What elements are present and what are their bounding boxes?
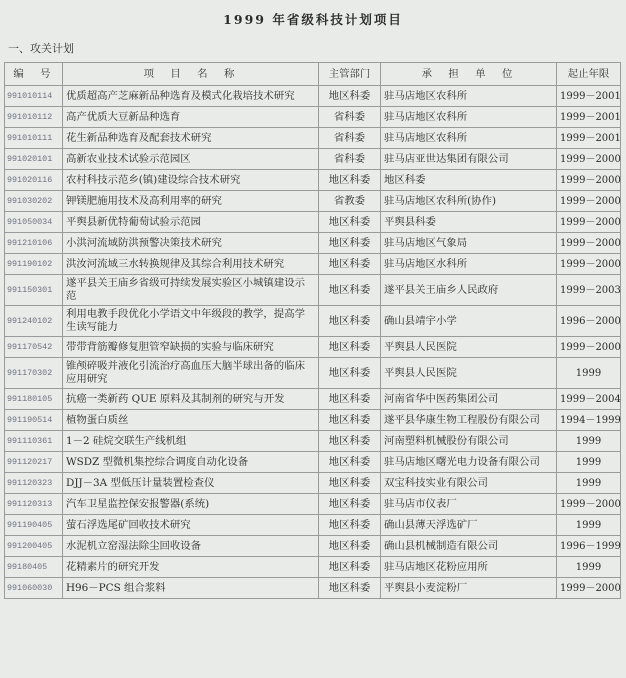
cell-years: 1999－2000	[557, 494, 621, 515]
cell-code: 991190102	[5, 254, 63, 275]
cell-dept: 省科委	[319, 128, 381, 149]
table-row	[5, 212, 621, 233]
cell-years: 1999	[557, 431, 621, 452]
cell-code: 99180405	[5, 557, 63, 578]
cell-code: 991060030	[5, 578, 63, 599]
cell-org: 驻马店地区水科所	[381, 254, 557, 275]
cell-years: 1999－2000	[557, 212, 621, 233]
cell-dept: 地区科委	[319, 275, 381, 306]
cell-code: 991030202	[5, 191, 63, 212]
column-header-org: 承 担 单 位	[381, 63, 557, 86]
cell-years: 1996－2000	[557, 306, 621, 337]
cell-years: 1999	[557, 473, 621, 494]
cell-project-name: 抗癌一类新药 QUE 原料及其制剂的研究与开发	[63, 389, 319, 410]
cell-dept: 地区科委	[319, 557, 381, 578]
cell-org: 驻马店亚世达集团有限公司	[381, 149, 557, 170]
cell-project-name: 农村科技示范乡(镇)建设综合技术研究	[63, 170, 319, 191]
cell-org: 遂平县关王庙乡人民政府	[381, 275, 557, 306]
cell-years: 1999－2000	[557, 254, 621, 275]
table-row	[5, 337, 621, 358]
cell-project-name: 优质超高产芝麻新品种选育及模式化栽培技术研究	[63, 86, 319, 107]
cell-dept: 地区科委	[319, 170, 381, 191]
cell-code: 991240102	[5, 306, 63, 337]
cell-project-name: 高产优质大豆新品种选育	[63, 107, 319, 128]
cell-dept: 地区科委	[319, 358, 381, 389]
cell-dept: 地区科委	[319, 389, 381, 410]
cell-project-name: 汽车卫星监控保安报警器(系统)	[63, 494, 319, 515]
table-row	[5, 358, 621, 389]
cell-project-name: 锥颅碎吸并液化引流治疗高血压大脑半球出备的临床应用研究	[63, 358, 319, 389]
table-row	[5, 410, 621, 431]
cell-years: 1999－2001	[557, 128, 621, 149]
cell-dept: 地区科委	[319, 86, 381, 107]
cell-org: 平舆县科委	[381, 212, 557, 233]
table-row	[5, 452, 621, 473]
table-row	[5, 233, 621, 254]
table-row	[5, 536, 621, 557]
cell-years: 1999－2000	[557, 337, 621, 358]
cell-code: 991050034	[5, 212, 63, 233]
cell-dept: 地区科委	[319, 337, 381, 358]
column-header-years: 起止年限	[557, 63, 621, 86]
table-row	[5, 86, 621, 107]
cell-dept: 地区科委	[319, 306, 381, 337]
cell-project-name: 遂平县关王庙乡省级可持续发展实验区小城镇建设示范	[63, 275, 319, 306]
cell-org: 驻马店地区农科所	[381, 107, 557, 128]
cell-project-name: H96－PCS 组合浆料	[63, 578, 319, 599]
cell-project-name: 利用电教手段优化小学语文中年级段的教学，提高学生读写能力	[63, 306, 319, 337]
cell-project-name: 水泥机立窑湿法除尘回收设备	[63, 536, 319, 557]
cell-org: 遂平县华康生物工程股份有限公司	[381, 410, 557, 431]
column-header-name: 项 目 名 称	[63, 63, 319, 86]
cell-org: 确山县靖宇小学	[381, 306, 557, 337]
table-header-row	[5, 63, 621, 86]
cell-years: 1999－2000	[557, 149, 621, 170]
cell-org: 驻马店地区花粉应用所	[381, 557, 557, 578]
cell-org: 河南省华中医药集团公司	[381, 389, 557, 410]
cell-code: 991200405	[5, 536, 63, 557]
cell-dept: 地区科委	[319, 233, 381, 254]
cell-project-name: 带带背筋瓣修复胆管窄缺损的实验与临床研究	[63, 337, 319, 358]
cell-project-name: 植物蛋白质丝	[63, 410, 319, 431]
cell-code: 991010111	[5, 128, 63, 149]
cell-years: 1999	[557, 358, 621, 389]
cell-project-name: 小洪河流域防洪预警决策技术研究	[63, 233, 319, 254]
cell-project-name: WSDZ 型微机集控综合调度自动化设备	[63, 452, 319, 473]
cell-code: 991020116	[5, 170, 63, 191]
column-header-dept: 主管部门	[319, 63, 381, 86]
cell-code: 991010112	[5, 107, 63, 128]
table-row	[5, 149, 621, 170]
cell-org: 平舆县人民医院	[381, 358, 557, 389]
table-row	[5, 254, 621, 275]
cell-years: 1999－2001	[557, 86, 621, 107]
cell-years: 1999－2000	[557, 170, 621, 191]
cell-code: 991150301	[5, 275, 63, 306]
cell-org: 驻马店地区农科所	[381, 86, 557, 107]
cell-org: 平舆县小麦淀粉厂	[381, 578, 557, 599]
cell-dept: 省教委	[319, 191, 381, 212]
cell-dept: 省科委	[319, 149, 381, 170]
cell-code: 991170302	[5, 358, 63, 389]
cell-project-name: 花精素片的研究开发	[63, 557, 319, 578]
cell-org: 驻马店地区曙光电力设备有限公司	[381, 452, 557, 473]
table-row	[5, 128, 621, 149]
cell-code: 991110361	[5, 431, 63, 452]
cell-code: 991190405	[5, 515, 63, 536]
cell-dept: 地区科委	[319, 494, 381, 515]
cell-org: 驻马店市仪表厂	[381, 494, 557, 515]
cell-project-name: 钾镁肥施用技术及高利用率的研究	[63, 191, 319, 212]
cell-dept: 地区科委	[319, 452, 381, 473]
cell-dept: 地区科委	[319, 578, 381, 599]
cell-org: 确山县机械制造有限公司	[381, 536, 557, 557]
cell-project-name: 花生新品种选育及配套技术研究	[63, 128, 319, 149]
table-row	[5, 557, 621, 578]
table-row	[5, 431, 621, 452]
cell-years: 1994－1999	[557, 410, 621, 431]
cell-years: 1999－2000	[557, 233, 621, 254]
table-body	[5, 86, 621, 599]
cell-org: 双宝科技实业有限公司	[381, 473, 557, 494]
cell-dept: 地区科委	[319, 212, 381, 233]
cell-dept: 地区科委	[319, 254, 381, 275]
cell-org: 驻马店地区气象局	[381, 233, 557, 254]
cell-years: 1999－2004	[557, 389, 621, 410]
cell-code: 991010114	[5, 86, 63, 107]
cell-project-name: 平舆县新优特葡萄试验示范园	[63, 212, 319, 233]
cell-code: 991170542	[5, 337, 63, 358]
cell-years: 1999－2003	[557, 275, 621, 306]
table-row	[5, 107, 621, 128]
column-header-code: 编 号	[5, 63, 63, 86]
cell-org: 确山县薄天浮选矿厂	[381, 515, 557, 536]
cell-org: 地区科委	[381, 170, 557, 191]
cell-years: 1999－2000	[557, 578, 621, 599]
cell-code: 991020101	[5, 149, 63, 170]
table-row	[5, 515, 621, 536]
table-row	[5, 306, 621, 337]
cell-code: 991120217	[5, 452, 63, 473]
cell-dept: 地区科委	[319, 473, 381, 494]
table-row	[5, 578, 621, 599]
table-row	[5, 170, 621, 191]
cell-dept: 地区科委	[319, 515, 381, 536]
cell-org: 驻马店地区农科所	[381, 128, 557, 149]
cell-code: 991180105	[5, 389, 63, 410]
section-heading: 一、攻关计划	[8, 42, 74, 55]
cell-years: 1999－2001	[557, 107, 621, 128]
cell-dept: 地区科委	[319, 431, 381, 452]
cell-code: 991190514	[5, 410, 63, 431]
cell-dept: 省科委	[319, 107, 381, 128]
cell-dept: 地区科委	[319, 410, 381, 431]
table-row	[5, 191, 621, 212]
cell-years: 1999	[557, 515, 621, 536]
page-title: 1999 年省级科技计划项目	[223, 12, 403, 27]
cell-years: 1999	[557, 557, 621, 578]
table-row	[5, 389, 621, 410]
project-table	[4, 62, 621, 599]
cell-project-name: 萤石浮选尾矿回收技术研究	[63, 515, 319, 536]
cell-code: 991120323	[5, 473, 63, 494]
cell-code: 991120313	[5, 494, 63, 515]
cell-code: 991210106	[5, 233, 63, 254]
table-row	[5, 275, 621, 306]
cell-project-name: 1－2 硅烷交联生产线机组	[63, 431, 319, 452]
cell-dept: 地区科委	[319, 536, 381, 557]
cell-project-name: 高新农业技术试验示范园区	[63, 149, 319, 170]
cell-years: 1999－2000	[557, 191, 621, 212]
table-row	[5, 473, 621, 494]
cell-org: 驻马店地区农科所(协作)	[381, 191, 557, 212]
cell-project-name: DJJ－3A 型低压计量装置检查仪	[63, 473, 319, 494]
cell-org: 平舆县人民医院	[381, 337, 557, 358]
cell-years: 1999	[557, 452, 621, 473]
table-row	[5, 494, 621, 515]
cell-years: 1996－1999	[557, 536, 621, 557]
cell-project-name: 洪汝河流域三水转换规律及其综合利用技术研究	[63, 254, 319, 275]
cell-org: 河南塑料机械股份有限公司	[381, 431, 557, 452]
